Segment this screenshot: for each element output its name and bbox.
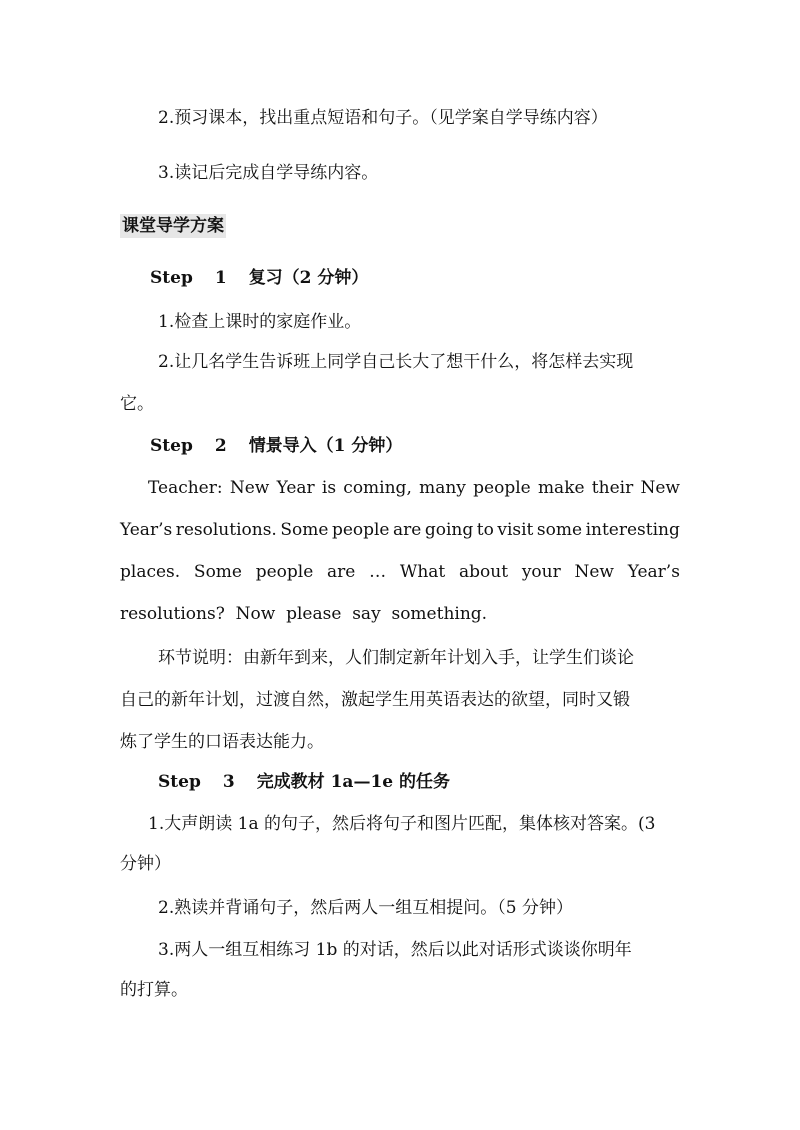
word: Teacher: [148,478,223,498]
step-3-item-3-line-1: 3.两人一组互相练习 1b 的对话，然后以此对话形式谈谈你明年 [158,940,632,960]
step-1-item-2-line-1: 2.让几名学生告诉班上同学自己长大了想干什么，将怎样去实现 [158,352,634,372]
step-2-number: 2 [214,436,227,456]
word: visit [497,520,534,540]
word: New [640,478,680,498]
step-2-note-line-3: 炼了学生的口语表达能力。 [120,732,324,752]
word: Year’s [627,562,680,582]
word: Some [280,520,329,540]
word: many [419,478,466,498]
prep-item-3: 3.读记后完成自学导练内容。 [158,163,379,183]
word: your [521,562,561,582]
word: New [229,478,270,498]
step-3-number: 3 [222,772,235,792]
step-1-title: 复习（2 分钟） [248,268,369,288]
step-2-note-line-2: 自己的新年计划，过渡自然，激起学生用英语表达的欲望，同时又锻 [120,690,630,710]
teacher-line-4: resolutions? Now please say something. [120,604,488,624]
word: their [591,478,634,498]
word: places. [120,562,181,582]
word: What [399,562,446,582]
word: some [536,520,583,540]
word: to [476,520,494,540]
teacher-line-3 [120,560,680,584]
word: are [327,562,356,582]
step-1-item-2-line-2: 它。 [120,394,154,414]
word: people [255,562,314,582]
word: going [424,520,474,540]
word: … [369,562,387,582]
step-3-item-1-line-1: 1.大声朗读 1a 的句子，然后将句子和图片匹配，集体核对答案。(3 [148,814,656,834]
teacher-line-1 [148,476,680,500]
word: resolutions. [175,520,277,540]
word: is [321,478,337,498]
step-1-number: 1 [214,268,227,288]
word: coming, [343,478,412,498]
step-3-item-3-line-2: 的打算。 [120,980,188,1000]
step-3-label: Step [158,772,201,792]
word: New [574,562,614,582]
section-title: 课堂导学方案 [122,216,224,236]
word: are [393,520,422,540]
step-3-heading [158,770,718,794]
teacher-line-2 [120,518,680,542]
step-3-title: 完成教材 1a—1e 的任务 [256,772,451,792]
word: people [473,478,531,498]
step-2-note-line-1: 环节说明：由新年到来，人们制定新年计划入手，让学生们谈论 [158,648,634,668]
step-2-title: 情景导入（1 分钟） [248,436,403,456]
word: Year’s [120,520,173,540]
step-2-label: Step [150,436,193,456]
step-1-label: Step [150,268,193,288]
word: about [459,562,509,582]
step-3-item-1-line-2: 分钟） [120,854,171,874]
step-3-item-2: 2.熟读并背诵句子，然后两人一组互相提问。（5 分钟） [158,898,573,918]
word: Year [276,478,315,498]
word: people [331,520,390,540]
word: Some [193,562,242,582]
step-2-heading [150,434,710,458]
word: interesting [585,520,680,540]
word: make [537,478,585,498]
prep-item-2: 2.预习课本，找出重点短语和句子。（见学案自学导练内容） [158,108,608,128]
step-1-heading [150,266,710,290]
step-1-item-1: 1.检查上课时的家庭作业。 [158,312,362,332]
